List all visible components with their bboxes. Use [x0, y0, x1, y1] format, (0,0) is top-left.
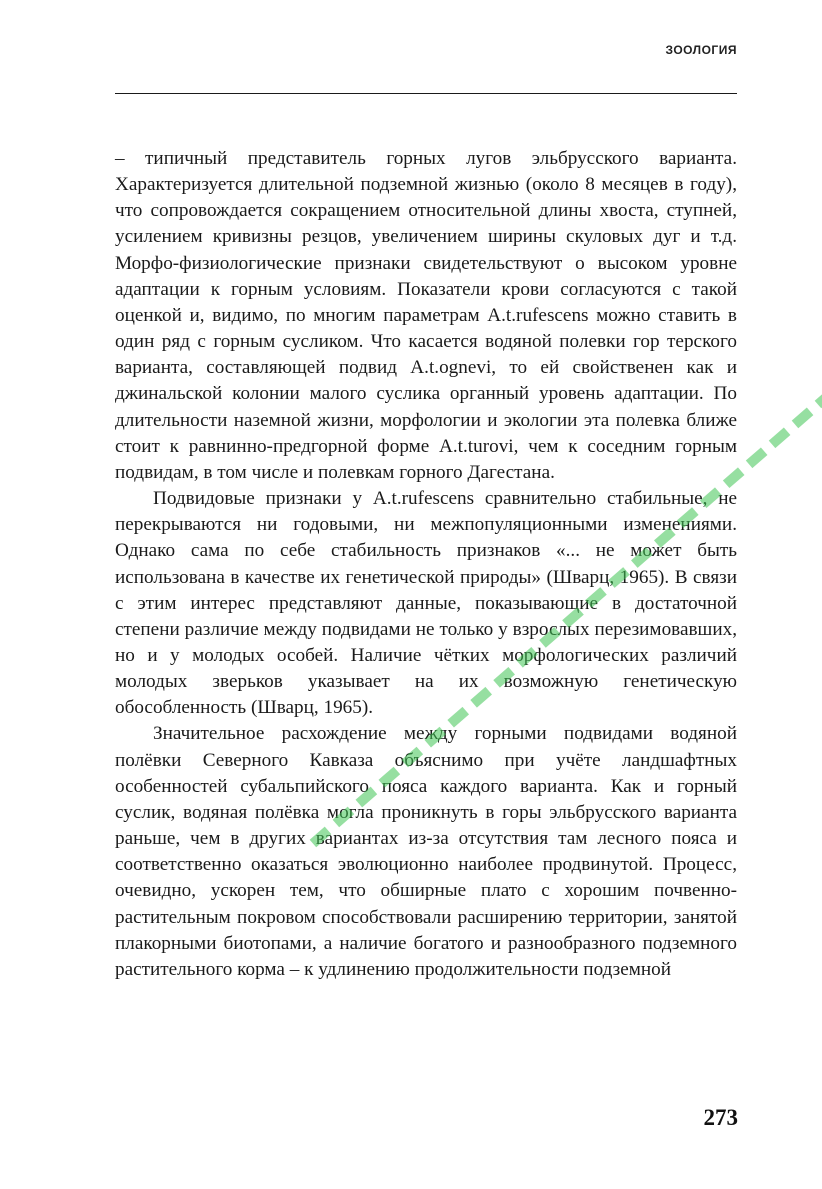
paragraph-3: Значительное расхождение между горными подвидами водяной полёвки Северного Кавказа объяснимо при учёте ландшафтных особенностей субальпийского пояса каждого варианта. Как и горный суслик, водяная полёвка могла проникнуть в горы эльбрусского варианта раньше, чем в других вариантах из-за отсутствия там лесного пояса и соответственно оказаться эволюционно наиболее продвинутой. Процесс, очевидно, ускорен тем, что обширные плато с хорошим почвенно-растительным покровом способствовали расширению территории, занятой плакорными биотопами, а наличие богатого и разнообразного подземного растительного корма – к удлинению продолжительности подземной [115, 723, 737, 980]
header-divider [115, 93, 737, 94]
paragraph-2: Подвидовые признаки у A.t.rufescens сравнительно стабильные, не перекрываются ни годовыми, ни межпопуляционными изменениями. Однако сама по себе стабильность признаков «... не может быть использована в качестве их генетической природы» (Шварц, 1965). В связи с этим интерес представляют данные, показывающие в достаточной степени различие между подвидами не только у взрослых перезимовавших, но и у молодых особей. Наличие чётких морфологических различий молодых зверьков указывает на их возможную генетическую обособленность (Шварц, 1965). [115, 488, 737, 719]
running-header: ЗООЛОГИЯ [665, 43, 737, 57]
body-text [115, 146, 737, 983]
paragraph-1: – типичный представитель горных лугов эльбрусского варианта. Характеризуется длительной подземной жизнью (около 8 месяцев в году), что сопровождается сокращением относительной длины хвоста, ступней, усилением кривизны резцов, увеличением ширины скуловых дуг и т.д. Морфо-физиологические признаки свидетельствуют о высоком уровне адаптации к горным условиям. Показатели крови согласуются с такой оценкой и, видимо, по многим параметрам A.t.rufescens можно ставить в один ряд с горным сусликом. Что касается водяной полевки гор терского варианта, составляющей подвид A.t.ognevi, то ей свойственен как и джинальской колонии малого суслика органный уровень адаптации. По длительности наземной жизни, морфологии и экологии эта полевка ближе стоит к равнинно-предгорной форме A.t.turovi, чем к соседним горным подвидам, в том числе и полевкам горного Дагестана. [115, 148, 737, 483]
page-number: 273 [703, 1105, 738, 1130]
